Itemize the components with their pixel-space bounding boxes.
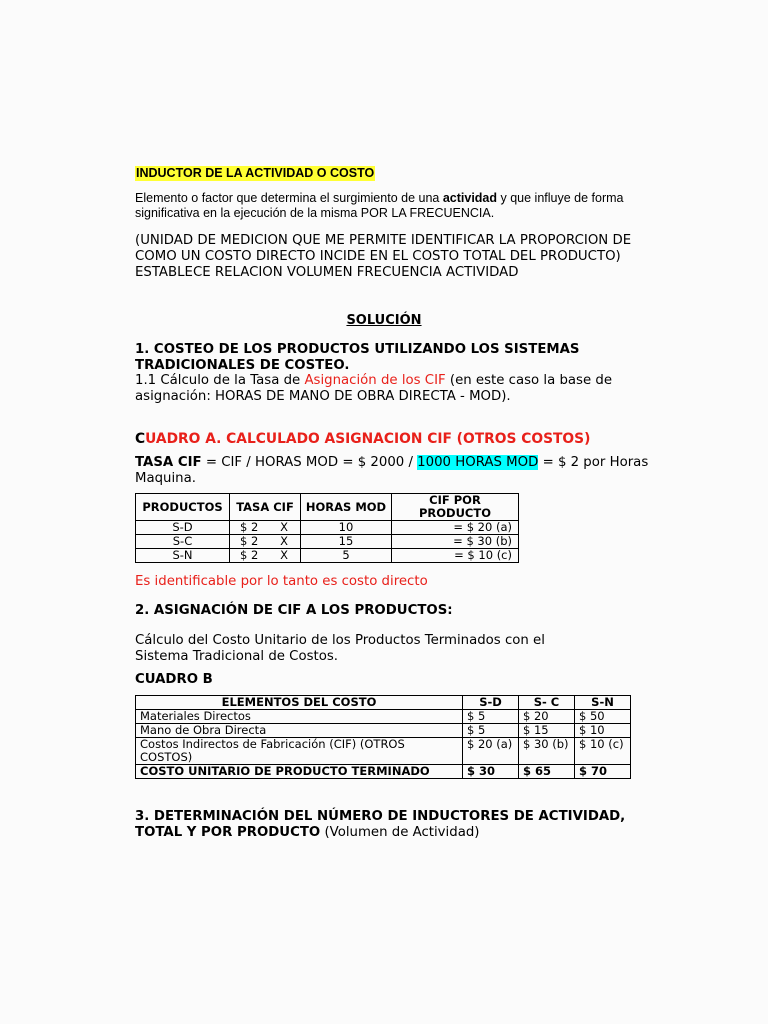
table-row: S-C $ 2 X 15 = $ 30 (b) [136,535,519,549]
tasa-cif-formula: TASA CIF = CIF / HORAS MOD = $ 2000 / 1000 HORAS MOD = $ 2 por Horas Maquina. [135,455,649,486]
table-cuadro-a [135,493,519,563]
section-1-heading: 1. COSTEO DE LOS PRODUCTOS UTILIZANDO LOS SISTEMAS TRADICIONALES DE COSTEO. [135,342,580,373]
table-b-header-sd: S-D [463,696,519,710]
cuadro-a-heading: CUADRO A. CALCULADO ASIGNACION CIF (OTROS COSTOS) [135,431,591,447]
table-row: Mano de Obra Directa $ 5 $ 15 $ 10 [136,724,631,738]
horas-mod-highlight: 1000 HORAS MOD [417,455,539,470]
table-a-header-horas: HORAS MOD [301,494,392,521]
table-cuadro-b [135,695,631,779]
section-2-text: Cálculo del Costo Unitario de los Productos Terminados con el Sistema Tradicional de Costos. [135,633,545,664]
cuadro-b-heading: CUADRO B [135,672,213,687]
solucion-heading: SOLUCIÓN [346,313,422,328]
section-1-1-text: 1.1 Cálculo de la Tasa de Asignación de los CIF (en este caso la base de asignación: HORAS DE MANO DE OBRA DIRECTA - MOD). [135,373,612,404]
inductor-parenthetical: (UNIDAD DE MEDICION QUE ME PERMITE IDENTIFICAR LA PROPORCION DE COMO UN COSTO DIRECTO INCIDE EN EL COSTO TOTAL DEL PRODUCTO) ESTABLECE RELACION VOLUMEN FRECUENCIA ACTIVIDAD [135,233,632,280]
section-3-heading: 3. DETERMINACIÓN DEL NÚMERO DE INDUCTORES DE ACTIVIDAD, TOTAL Y POR PRODUCTO (Volumen de Actividad) [135,809,626,840]
identificable-note: Es identificable por lo tanto es costo directo [135,574,428,589]
cif-assignment-highlight: Asignación de los CIF [304,373,446,388]
table-row: S-D $ 2 X 10 = $ 20 (a) [136,521,519,535]
table-a-header-cif: CIF POR PRODUCTO [392,494,519,521]
table-b-header-sc: S- C [519,696,575,710]
table-row: Materiales Directos $ 5 $ 20 $ 50 [136,710,631,724]
table-a-header-productos: PRODUCTOS [136,494,230,521]
table-a-header-tasa: TASA CIF [230,494,301,521]
table-b-header-elementos: ELEMENTOS DEL COSTO [136,696,463,710]
inductor-definition: Elemento o factor que determina el surgimiento de una actividad y que influye de forma significativa en la ejecución de la misma POR LA FRECUENCIA. [135,191,624,220]
section-2-heading: 2. ASIGNACIÓN DE CIF A LOS PRODUCTOS: [135,603,453,618]
inductor-title: INDUCTOR DE LA ACTIVIDAD O COSTO [136,166,375,180]
table-row: Costos Indirectos de Fabricación (CIF) (OTROS COSTOS) $ 20 (a) $ 30 (b) $ 10 (c) [136,738,631,765]
table-row-total: COSTO UNITARIO DE PRODUCTO TERMINADO $ 30 $ 65 $ 70 [136,765,631,779]
table-row: S-N $ 2 X 5 = $ 10 (c) [136,549,519,563]
table-b-header-sn: S-N [575,696,631,710]
